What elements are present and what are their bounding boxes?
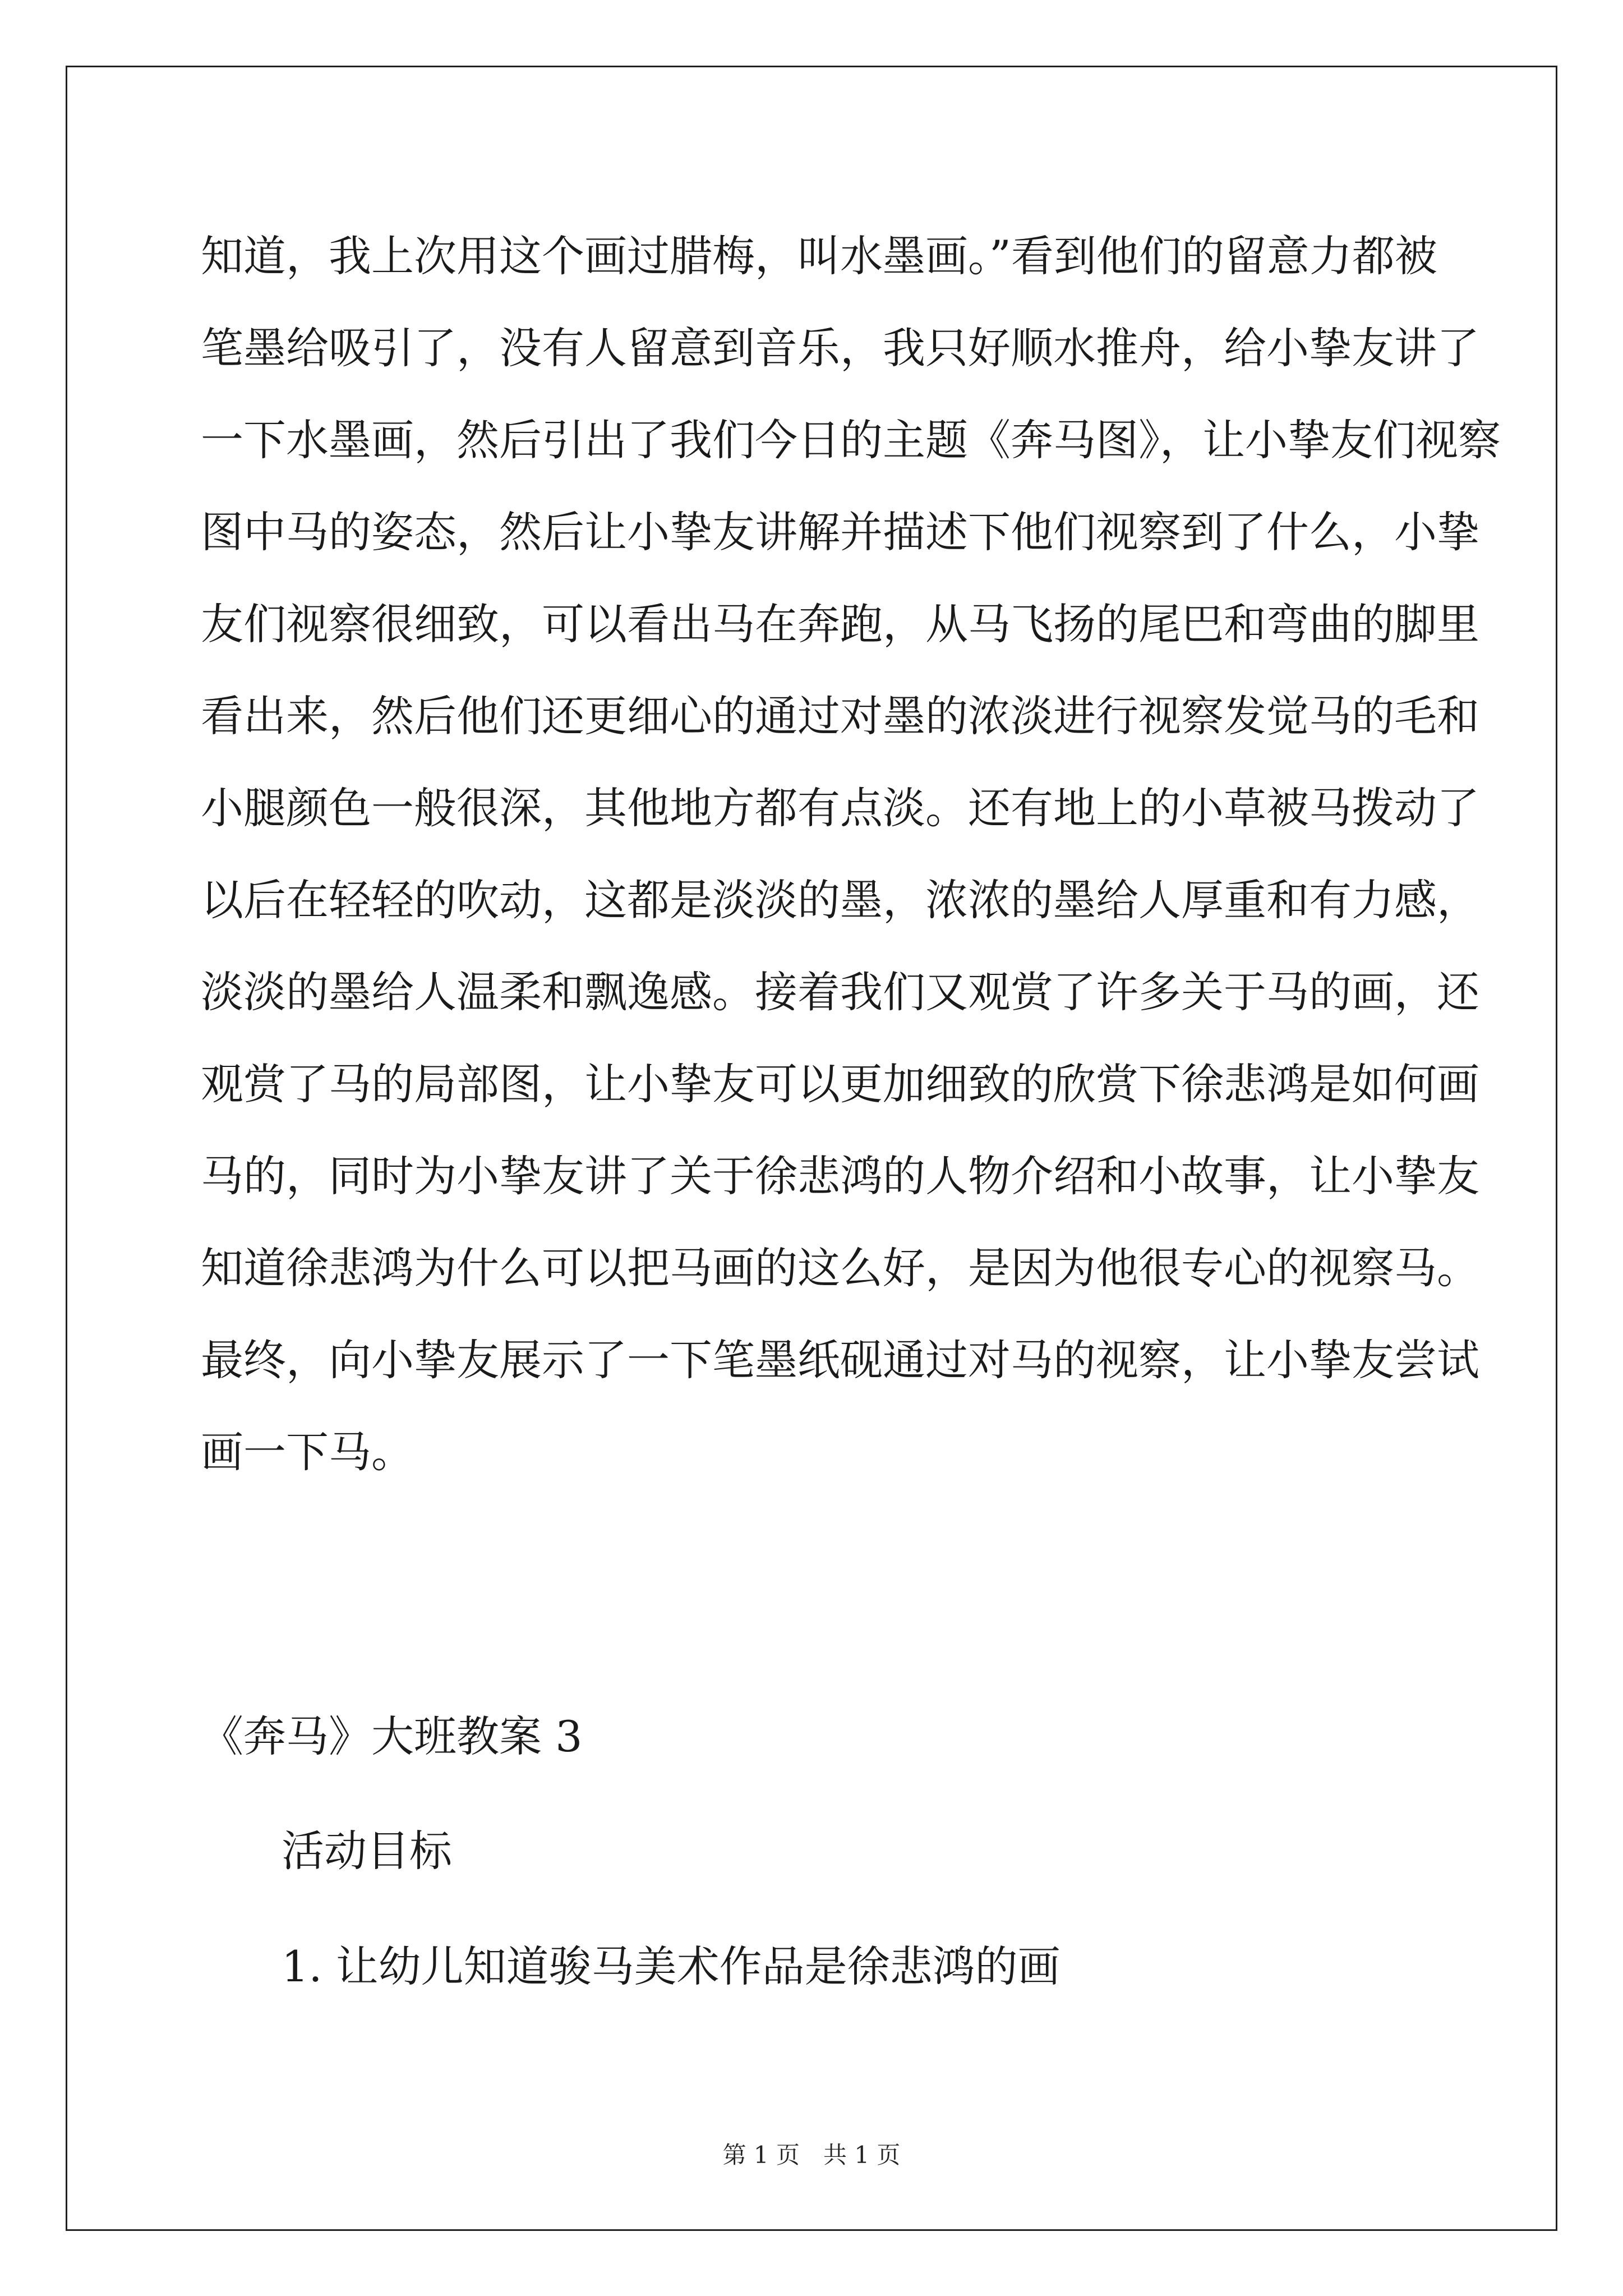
body-line: 看出来，然后他们还更细心的通过对墨的浓淡进行视察发觉马的毛和 [201,691,1479,741]
section-heading: 《奔马》大班教案 3 [201,1711,583,1761]
body-line: 知道，我上次用这个画过腊梅，叫水墨画。”看到他们的留意力都被 [201,231,1437,281]
body-line: 笔墨给吸引了，没有人留意到音乐，我只好顺水推舟，给小挚友讲了 [201,323,1479,373]
activity-goals-heading: 活动目标 [282,1826,452,1876]
body-line: 友们视察很细致，可以看出马在奔跑，从马飞扬的尾巴和弯曲的脚里 [201,599,1479,649]
body-line: 一下水墨画，然后引出了我们今日的主题《奔马图》，让小挚友们视察 [201,415,1501,465]
body-line: 观赏了马的局部图，让小挚友可以更加细致的欣赏下徐悲鸿是如何画 [201,1059,1479,1109]
body-line: 知道徐悲鸿为什么可以把马画的这么好，是因为他很专心的视察马。 [201,1243,1479,1293]
page-footer [0,2139,1623,2171]
body-line: 画一下马。 [201,1427,414,1477]
body-line: 淡淡的墨给人温柔和飘逸感。接着我们又观赏了许多关于马的画，还 [201,967,1479,1017]
body-line: 以后在轻轻的吹动，这都是淡淡的墨，浓浓的墨给人厚重和有力感， [201,875,1479,925]
body-paragraph [201,210,1501,1498]
goal-list-item: 1. 让幼儿知道骏马美术作品是徐悲鸿的画 [282,1941,1061,1991]
body-line: 图中马的姿态，然后让小挚友讲解并描述下他们视察到了什么，小挚 [201,507,1479,557]
body-line: 马的，同时为小挚友讲了关于徐悲鸿的人物介绍和小故事，让小挚友 [201,1151,1479,1201]
page-number: 第 1 页 共 1 页 [722,2141,901,2169]
body-line: 小腿颜色一般很深，其他地方都有点淡。还有地上的小草被马拨动了 [201,783,1479,833]
body-line: 最终，向小挚友展示了一下笔墨纸砚通过对马的视察，让小挚友尝试 [201,1335,1479,1385]
